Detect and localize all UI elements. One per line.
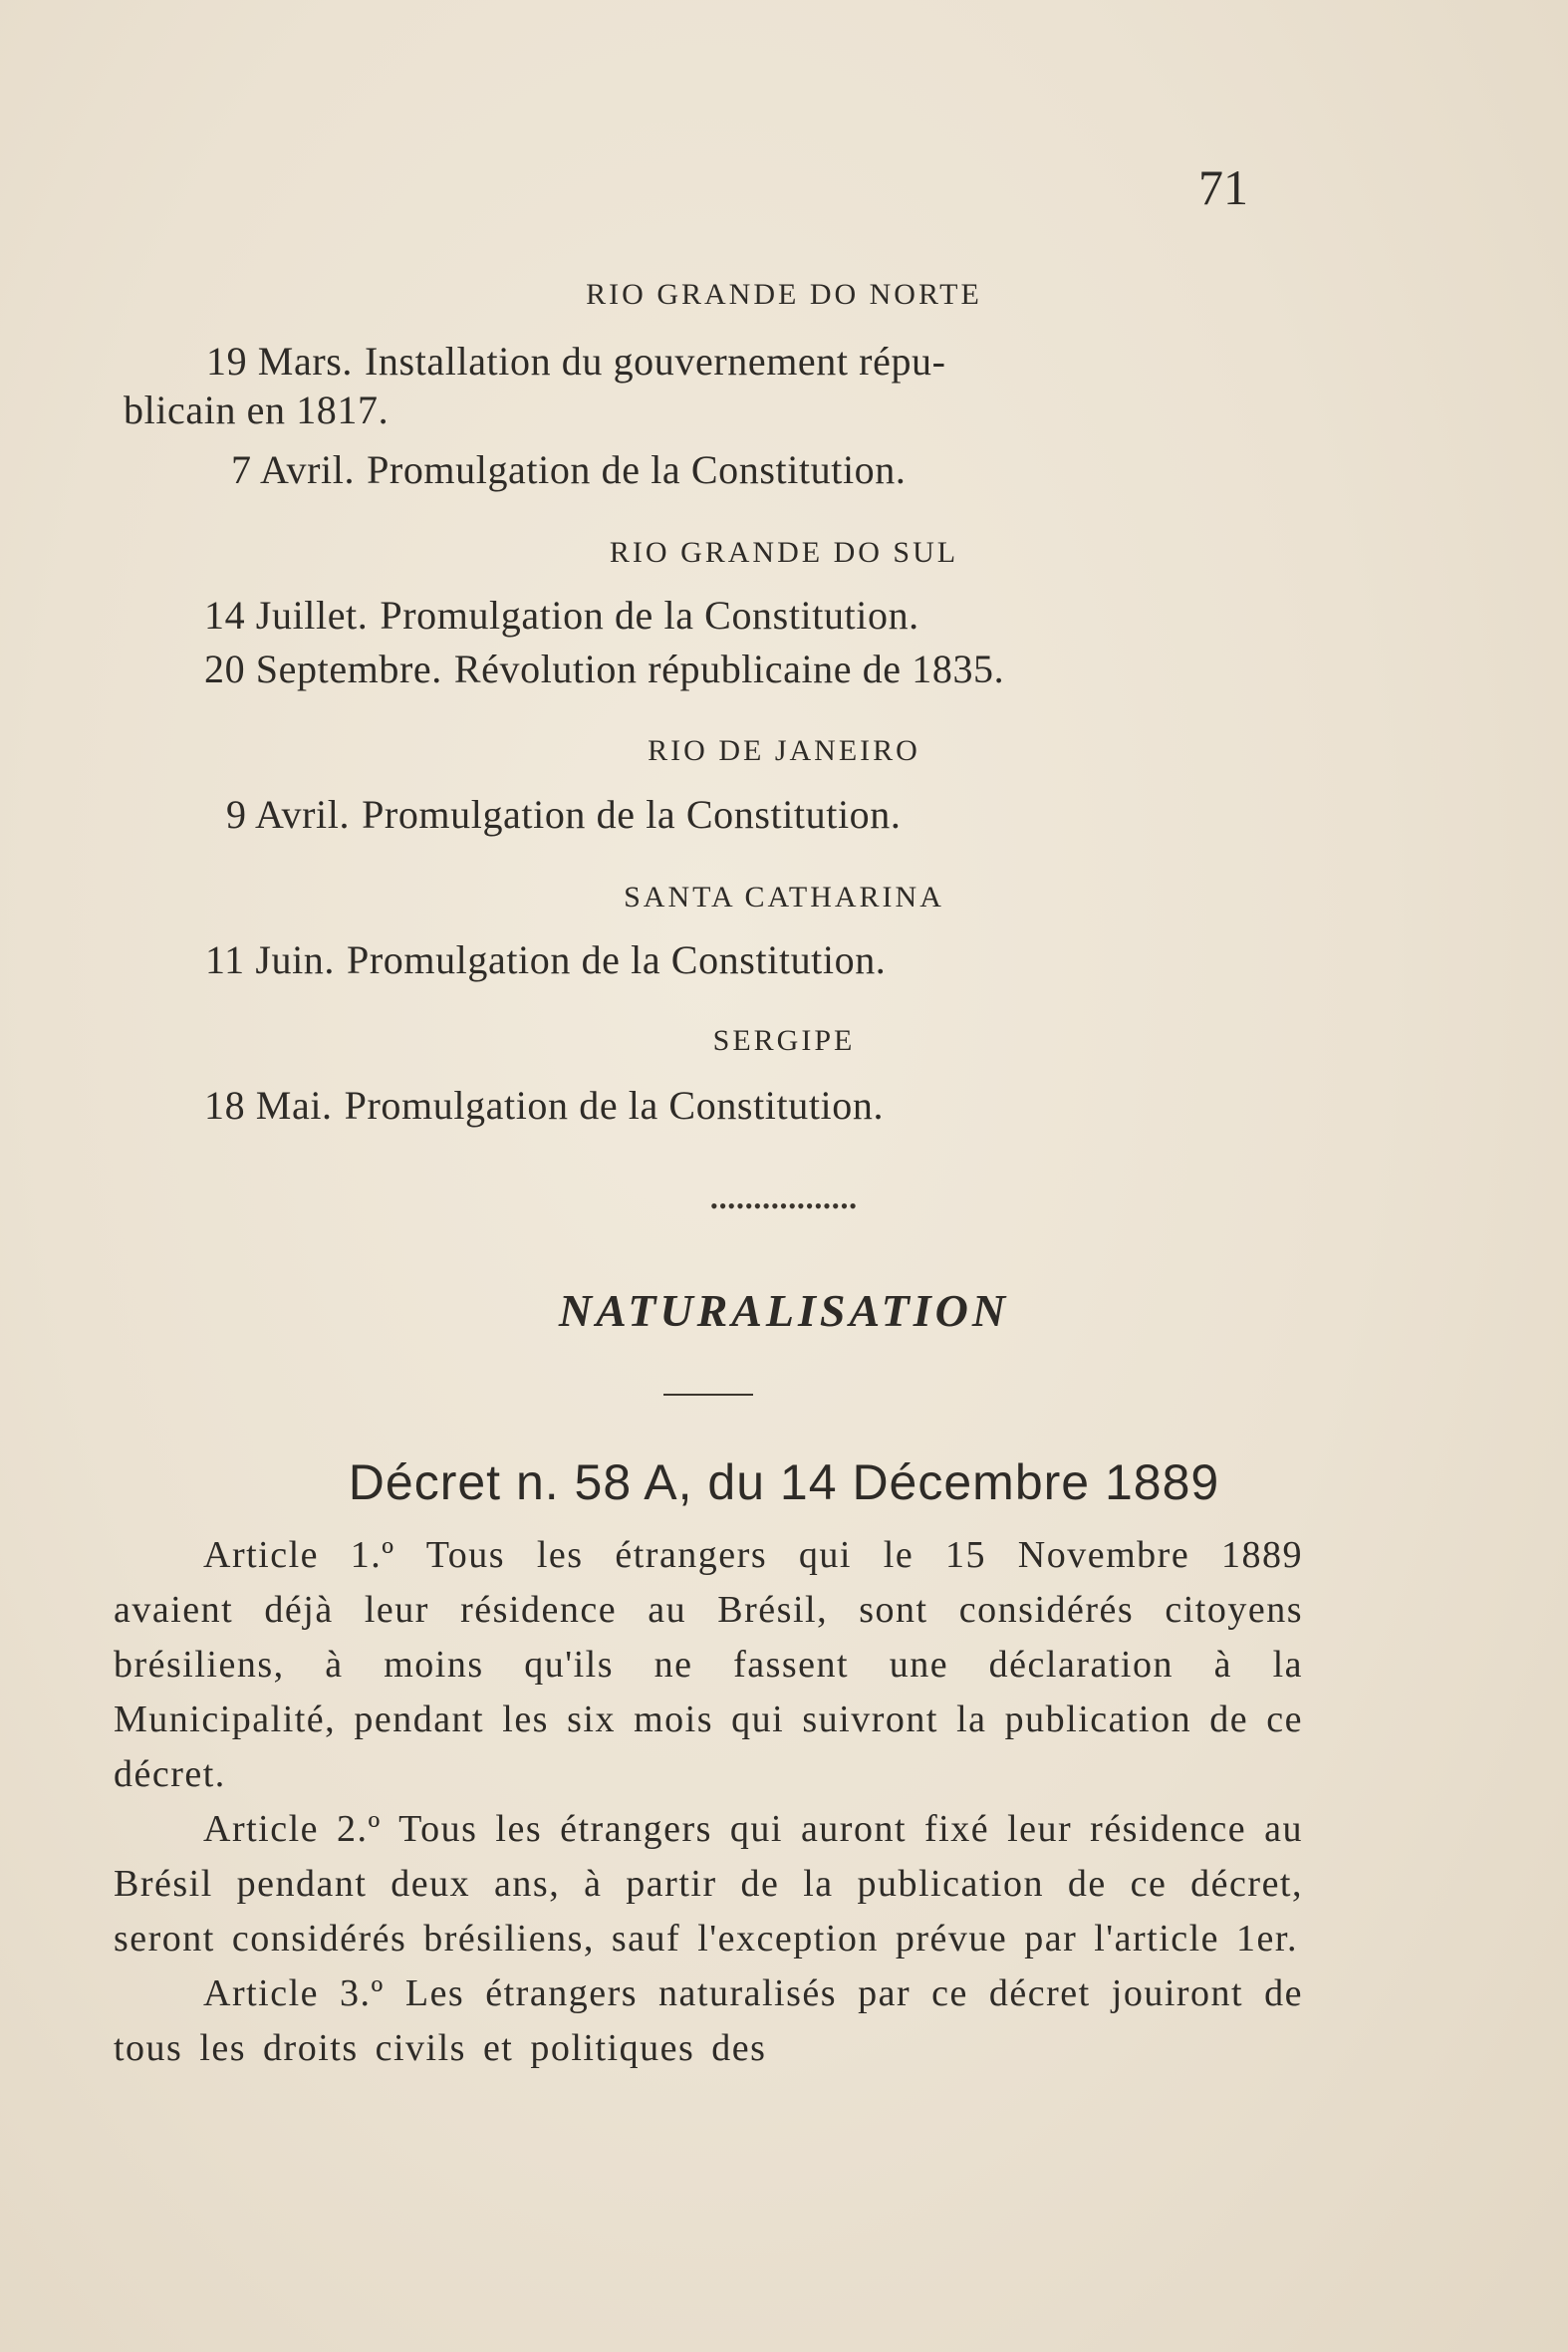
title-naturalisation: NATURALISATION: [558, 1285, 1010, 1336]
entry-date: 9 Avril.: [226, 792, 351, 837]
entry-sergipe-constitution: [204, 1081, 884, 1131]
section-heading-rio-de-janeiro: RIO DE JANEIRO: [648, 734, 920, 767]
entry-text: Installation du gouvernement répu-: [365, 339, 946, 384]
decree-heading: Décret n. 58 A, du 14 Décembre 1889: [348, 1454, 1220, 1510]
entry-date: 20 Septembre.: [204, 647, 442, 691]
entry-text: Promulgation de la Constitution.: [380, 593, 919, 638]
entry-text: Promulgation de la Constitution.: [362, 792, 902, 837]
article-2: Article 2.º Tous les étrangers qui auront fixé leur résidence au Brésil pendant deux ans, à partir de la publication de ce décret, seront considérés brésiliens, sauf l'exception prévue par l'article 1er.: [114, 1808, 1303, 1960]
entry-rio-grande-do-norte-installation: [206, 337, 946, 387]
entry-date: 11 Juin.: [205, 937, 335, 982]
ornament-divider: •••••••••••••••••: [710, 1193, 858, 1218]
section-heading-rio-grande-do-norte: RIO GRANDE DO NORTE: [586, 278, 982, 311]
article-1: Article 1.º Tous les étrangers qui le 15 Novembre 1889 avaient déjà leur résidence au Brésil, sont considérés citoyens brésiliens, à moins qu'ils ne fassent une déclaration à la Municipalité, pendant les six mois qui suivront la publication de ce décret.: [114, 1534, 1303, 1795]
page-number: 71: [1198, 159, 1248, 215]
entry-date: 19 Mars.: [206, 339, 354, 384]
entry-continuation: blicain en 1817.: [124, 388, 390, 432]
entry-date: 18 Mai.: [204, 1083, 333, 1128]
entry-santa-catharina-constitution: [205, 935, 886, 985]
entry-text: Promulgation de la Constitution.: [344, 1083, 885, 1128]
section-heading-rio-grande-do-sul: RIO GRANDE DO SUL: [609, 536, 959, 569]
entry-text: Promulgation de la Constitution.: [367, 447, 907, 492]
section-heading-sergipe: SERGIPE: [712, 1024, 856, 1057]
title-rule: [663, 1394, 753, 1396]
entry-text: Révolution républicaine de 1835.: [453, 647, 1005, 691]
entry-date: 7 Avril.: [231, 447, 356, 492]
entry-rio-grande-do-sul-revolution: [204, 645, 1004, 694]
section-heading-santa-catharina: SANTA CATHARINA: [624, 881, 944, 914]
entry-rio-grande-do-sul-constitution: [204, 591, 919, 641]
entry-rio-de-janeiro-constitution: [226, 790, 901, 840]
articles-body: [114, 1528, 1303, 2076]
entry-text: Promulgation de la Constitution.: [347, 937, 887, 982]
article-3: Article 3.º Les étrangers naturalisés par ce décret jouiront de tous les droits civils et politiques des: [114, 1972, 1303, 2069]
entry-date: 14 Juillet.: [204, 593, 369, 638]
entry-rio-grande-do-norte-constitution: [231, 445, 906, 495]
